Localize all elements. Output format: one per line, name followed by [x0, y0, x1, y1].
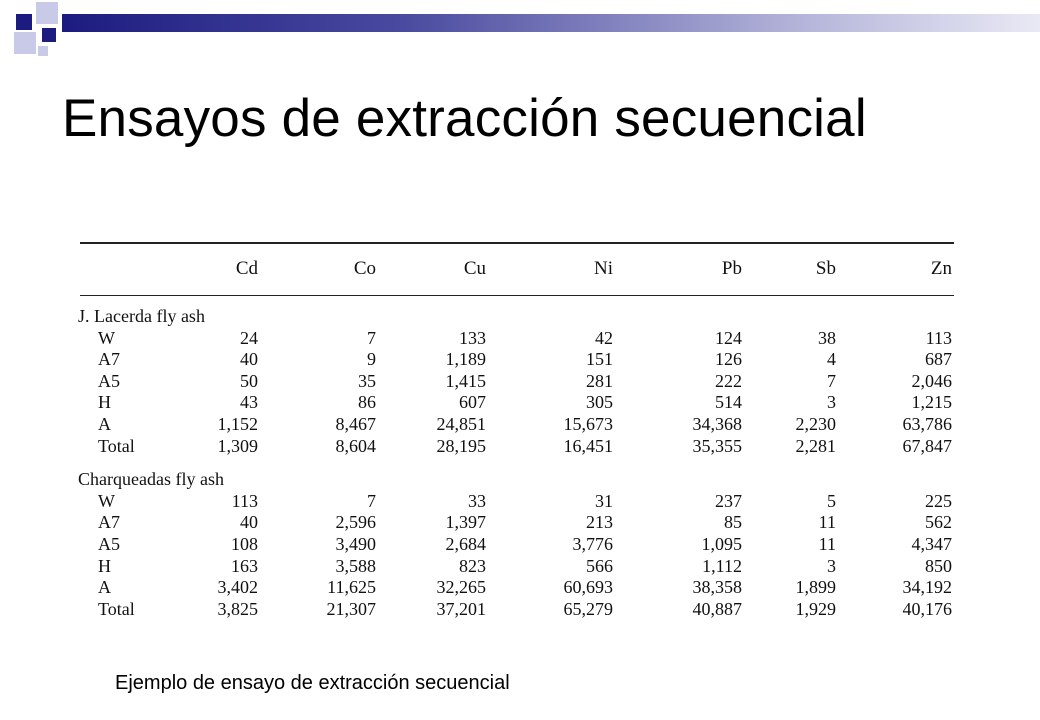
table-cell-co: 35 [358, 370, 376, 391]
section-header [78, 469, 956, 491]
table-cell-co: 3,588 [335, 555, 376, 576]
slide-title: Ensayos de extracción secuencial [62, 89, 867, 148]
table-row [78, 491, 956, 513]
table-cell-pb: 124 [715, 327, 742, 348]
table-cell-pb: 126 [715, 349, 742, 370]
table-cell-cd: 40 [240, 349, 258, 370]
table-cell-zn: 687 [925, 349, 952, 370]
table-row [78, 392, 956, 414]
table-cell-cu: 33 [468, 490, 486, 511]
table-cell-pb: 38,358 [692, 577, 742, 598]
table-cell-ni: 281 [586, 370, 613, 391]
row-label: H [98, 392, 111, 413]
column-header-cu: Cu [463, 258, 486, 279]
table-row [78, 414, 956, 436]
table-row [78, 512, 956, 534]
table-cell-zn: 562 [925, 512, 952, 533]
table-cell-ni: 566 [586, 555, 613, 576]
table-cell-ni: 16,451 [563, 435, 613, 456]
column-header-zn: Zn [930, 258, 952, 279]
column-header-co: Co [353, 258, 376, 279]
row-label: Total [98, 435, 135, 456]
section-name: Charqueadas fly ash [78, 469, 224, 490]
table-cell-ni: 31 [595, 490, 613, 511]
table-cell-pb: 34,368 [692, 414, 742, 434]
table-cell-pb: 237 [715, 490, 742, 511]
table-cell-cd: 1,309 [217, 435, 258, 456]
row-label: Total [98, 598, 135, 619]
table-cell-cu: 1,397 [445, 512, 486, 533]
table-cell-cu: 607 [459, 392, 486, 413]
table-cell-cd: 50 [240, 370, 258, 391]
table-cell-zn: 63,786 [902, 414, 952, 434]
table-cell-ni: 65,279 [563, 598, 613, 619]
table-cell-cu: 37,201 [436, 598, 486, 619]
row-label: A [98, 577, 111, 598]
column-header-cd: Cd [235, 258, 258, 279]
column-header-sb: Sb [815, 258, 836, 279]
decor-square [36, 2, 58, 24]
table-cell-cu: 823 [459, 555, 486, 576]
table-cell-cu: 1,189 [445, 349, 486, 370]
table-cell-cd: 40 [240, 512, 258, 533]
table-cell-ni: 60,693 [563, 577, 613, 598]
table-cell-sb: 11 [818, 534, 836, 554]
column-header-ni: Ni [594, 258, 613, 279]
table-cell-cd: 24 [240, 327, 258, 348]
table-cell-zn: 113 [925, 327, 952, 348]
decor-square [14, 32, 36, 54]
row-label: W [98, 327, 115, 348]
table-cell-co: 86 [358, 392, 376, 413]
row-label: A7 [98, 349, 120, 370]
table-cell-cu: 32,265 [436, 577, 486, 598]
table-cell-sb: 1,929 [795, 598, 836, 619]
table-cell-ni: 15,673 [563, 414, 613, 434]
table-cell-cd: 3,825 [217, 598, 258, 619]
table-row [78, 436, 956, 458]
section-header [78, 306, 956, 328]
table-cell-co: 8,604 [335, 435, 376, 456]
table-cell-zn: 67,847 [902, 435, 952, 456]
table-row [78, 349, 956, 371]
table-cell-co: 7 [367, 327, 376, 348]
row-label: A5 [98, 370, 120, 391]
table-cell-cu: 28,195 [436, 435, 486, 456]
table-cell-sb: 1,899 [795, 577, 836, 598]
table-cell-zn: 2,046 [911, 370, 952, 391]
table-cell-pb: 1,112 [702, 555, 742, 576]
table-row [78, 328, 956, 350]
table-cell-cu: 1,415 [445, 370, 486, 391]
table-cell-pb: 1,095 [701, 534, 742, 554]
section-name: J. Lacerda fly ash [78, 306, 205, 326]
table-cell-sb: 2,281 [795, 435, 836, 456]
table-cell-sb: 7 [827, 370, 836, 391]
table-header-rule [80, 295, 954, 296]
table-cell-cd: 108 [231, 534, 258, 554]
table-cell-sb: 3 [827, 555, 836, 576]
table-cell-cd: 163 [231, 555, 258, 576]
table-cell-cd: 43 [240, 392, 258, 413]
table-cell-zn: 40,176 [902, 598, 952, 619]
table-cell-ni: 42 [595, 327, 613, 348]
row-label: W [98, 490, 115, 511]
table-cell-cd: 3,402 [217, 577, 258, 598]
table-cell-zn: 225 [925, 490, 952, 511]
row-label: A [98, 414, 111, 434]
table-cell-sb: 11 [818, 512, 836, 533]
table-row [78, 534, 956, 556]
table-cell-ni: 3,776 [572, 534, 613, 554]
decor-square [42, 28, 56, 42]
table-cell-zn: 4,347 [911, 534, 952, 554]
table-cell-pb: 35,355 [692, 435, 742, 456]
column-header-pb: Pb [721, 258, 742, 279]
table-row [78, 577, 956, 599]
table-cell-co: 7 [367, 490, 376, 511]
table-cell-co: 11,625 [327, 577, 376, 598]
table-cell-sb: 2,230 [795, 414, 836, 434]
table-cell-co: 21,307 [326, 598, 376, 619]
decor-square [38, 46, 48, 56]
row-label: H [98, 555, 111, 576]
table-cell-co: 3,490 [335, 534, 376, 554]
table-cell-ni: 213 [586, 512, 613, 533]
table-cell-cu: 24,851 [436, 414, 486, 434]
table-cell-sb: 3 [827, 392, 836, 413]
table-cell-ni: 151 [586, 349, 613, 370]
header-gradient-bar [62, 14, 1040, 32]
decor-square [16, 14, 32, 30]
table-row [78, 556, 956, 578]
table-cell-pb: 40,887 [692, 598, 742, 619]
table-cell-cd: 113 [231, 490, 258, 511]
table-top-rule [80, 242, 954, 244]
table-row [78, 599, 956, 621]
table-cell-pb: 514 [715, 392, 742, 413]
slide-caption: Ejemplo de ensayo de extracción secuencial [115, 672, 510, 694]
table-cell-cu: 2,684 [445, 534, 486, 554]
table-cell-pb: 85 [724, 512, 742, 533]
table-cell-sb: 5 [827, 490, 836, 511]
table-cell-co: 8,467 [335, 414, 376, 434]
table-cell-cd: 1,152 [217, 414, 258, 434]
table-cell-co: 2,596 [335, 512, 376, 533]
table-cell-co: 9 [367, 349, 376, 370]
table-cell-sb: 38 [818, 327, 836, 348]
table-row [78, 371, 956, 393]
table-cell-zn: 1,215 [911, 392, 952, 413]
table-cell-pb: 222 [715, 370, 742, 391]
table-cell-zn: 34,192 [902, 577, 952, 598]
table-cell-sb: 4 [827, 349, 836, 370]
row-label: A5 [98, 534, 120, 554]
table-cell-zn: 850 [925, 555, 952, 576]
table-cell-ni: 305 [586, 392, 613, 413]
row-label: A7 [98, 512, 120, 533]
table-cell-cu: 133 [459, 327, 486, 348]
